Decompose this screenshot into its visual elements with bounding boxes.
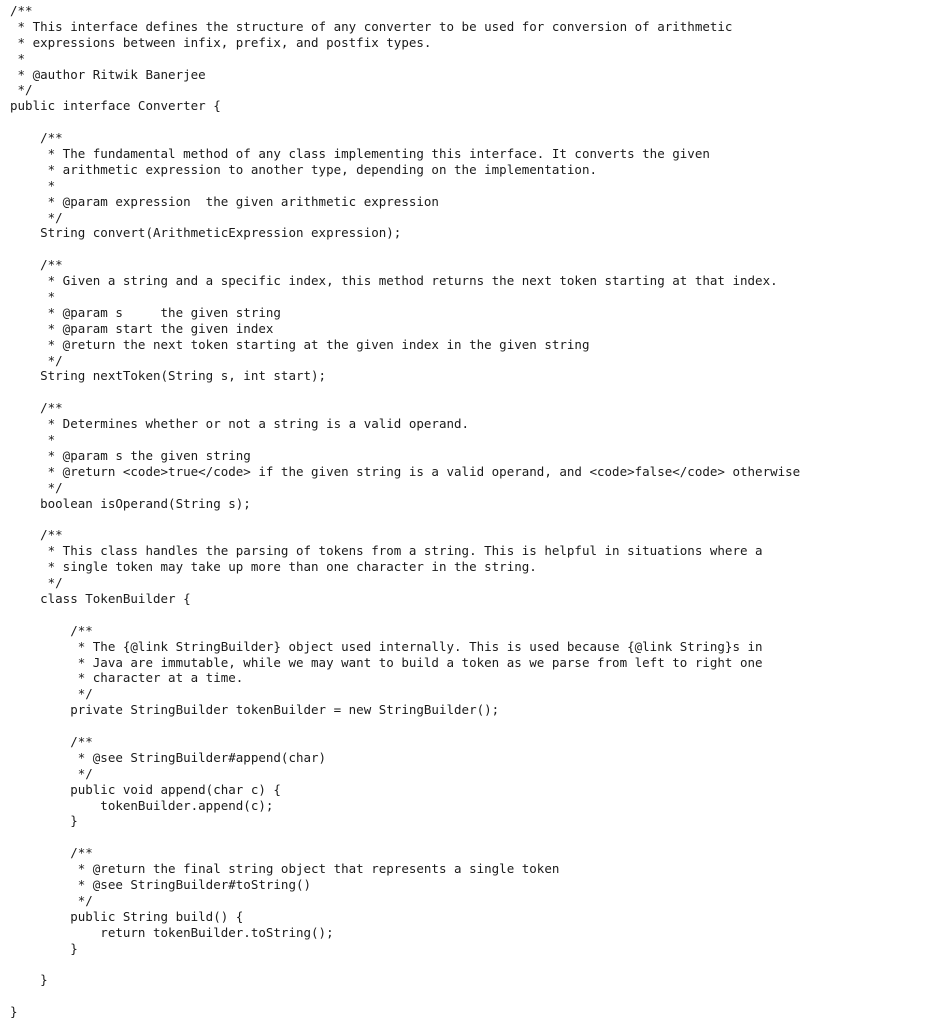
code-line: * expressions between infix, prefix, and postfix types.: [10, 34, 432, 50]
code-line: * Given a string and a specific index, this method returns the next token starting at that index.: [10, 273, 778, 289]
code-line: }: [10, 972, 48, 988]
code-line: /**: [10, 527, 63, 543]
code-line: String convert(ArithmeticExpression expression);: [10, 225, 402, 241]
code-line: boolean isOperand(String s);: [10, 495, 251, 511]
code-line: */: [10, 575, 63, 591]
code-line: * The fundamental method of any class implementing this interface. It converts the given: [10, 146, 710, 162]
code-line: [10, 512, 800, 528]
code-line: */: [10, 479, 63, 495]
code-line: [10, 607, 800, 623]
code-line: * This class handles the parsing of tokens from a string. This is helpful in situations where a: [10, 543, 763, 559]
code-line: /**: [10, 622, 93, 638]
code-line: *: [10, 289, 56, 305]
code-line: /**: [10, 130, 63, 146]
code-line: *: [10, 50, 26, 66]
code-line: [10, 114, 800, 130]
code-line: String nextToken(String s, int start);: [10, 368, 327, 384]
code-line: return tokenBuilder.toString();: [10, 924, 334, 940]
code-line: * @see StringBuilder#toString(): [10, 876, 312, 892]
code-line: * arithmetic expression to another type, depending on the implementation.: [10, 161, 597, 177]
code-line: *: [10, 177, 56, 193]
code-line: /**: [10, 400, 63, 416]
code-line: }: [10, 940, 78, 956]
code-line: * @return the final string object that represents a single token: [10, 861, 560, 877]
code-line: */: [10, 352, 63, 368]
code-line: /**: [10, 733, 93, 749]
code-line: * Determines whether or not a string is a valid operand.: [10, 416, 470, 432]
code-line: * @param s the given string: [10, 447, 251, 463]
code-line: * @param start the given index: [10, 320, 274, 336]
code-line: public String build() {: [10, 908, 244, 924]
code-line: */: [10, 82, 33, 98]
code-line: class TokenBuilder {: [10, 590, 191, 606]
code-line: [10, 956, 800, 972]
code-line: * @param s the given string: [10, 304, 281, 320]
code-line: [10, 829, 800, 845]
code-line: * @param expression the given arithmetic expression: [10, 193, 439, 209]
code-line: * @see StringBuilder#append(char): [10, 749, 327, 765]
code-line: * character at a time.: [10, 670, 244, 686]
code-line: public void append(char c) {: [10, 781, 281, 797]
code-line: /**: [10, 3, 33, 18]
code-line: [10, 241, 800, 257]
code-line: tokenBuilder.append(c);: [10, 797, 274, 813]
code-line: */: [10, 892, 93, 908]
code-line: */: [10, 686, 93, 702]
code-line: }: [10, 813, 78, 829]
code-line: /**: [10, 845, 93, 861]
code-line: [10, 718, 800, 734]
code-line: * The {@link StringBuilder} object used internally. This is used because {@link String}s in: [10, 638, 763, 654]
code-line: public interface Converter {: [10, 98, 221, 114]
code-line: * @author Ritwik Banerjee: [10, 66, 206, 82]
code-line: [10, 988, 800, 1004]
code-line: */: [10, 765, 93, 781]
code-line: private StringBuilder tokenBuilder = new StringBuilder();: [10, 702, 500, 718]
code-line: [10, 384, 800, 400]
code-line: */: [10, 209, 63, 225]
code-line: *: [10, 432, 56, 448]
code-line: * Java are immutable, while we may want to build a token as we parse from left to right one: [10, 654, 763, 670]
code-line: * @return the next token starting at the given index in the given string: [10, 336, 590, 352]
code-line: * @return <code>true</code> if the given string is a valid operand, and <code>false</code> otherwise: [10, 463, 801, 479]
code-line: * single token may take up more than one character in the string.: [10, 559, 537, 575]
code-line: }: [10, 1004, 18, 1020]
code-listing: [10, 3, 800, 1020]
code-line: * This interface defines the structure of any converter to be used for conversion of arithmetic: [10, 18, 733, 34]
code-line: /**: [10, 257, 63, 273]
